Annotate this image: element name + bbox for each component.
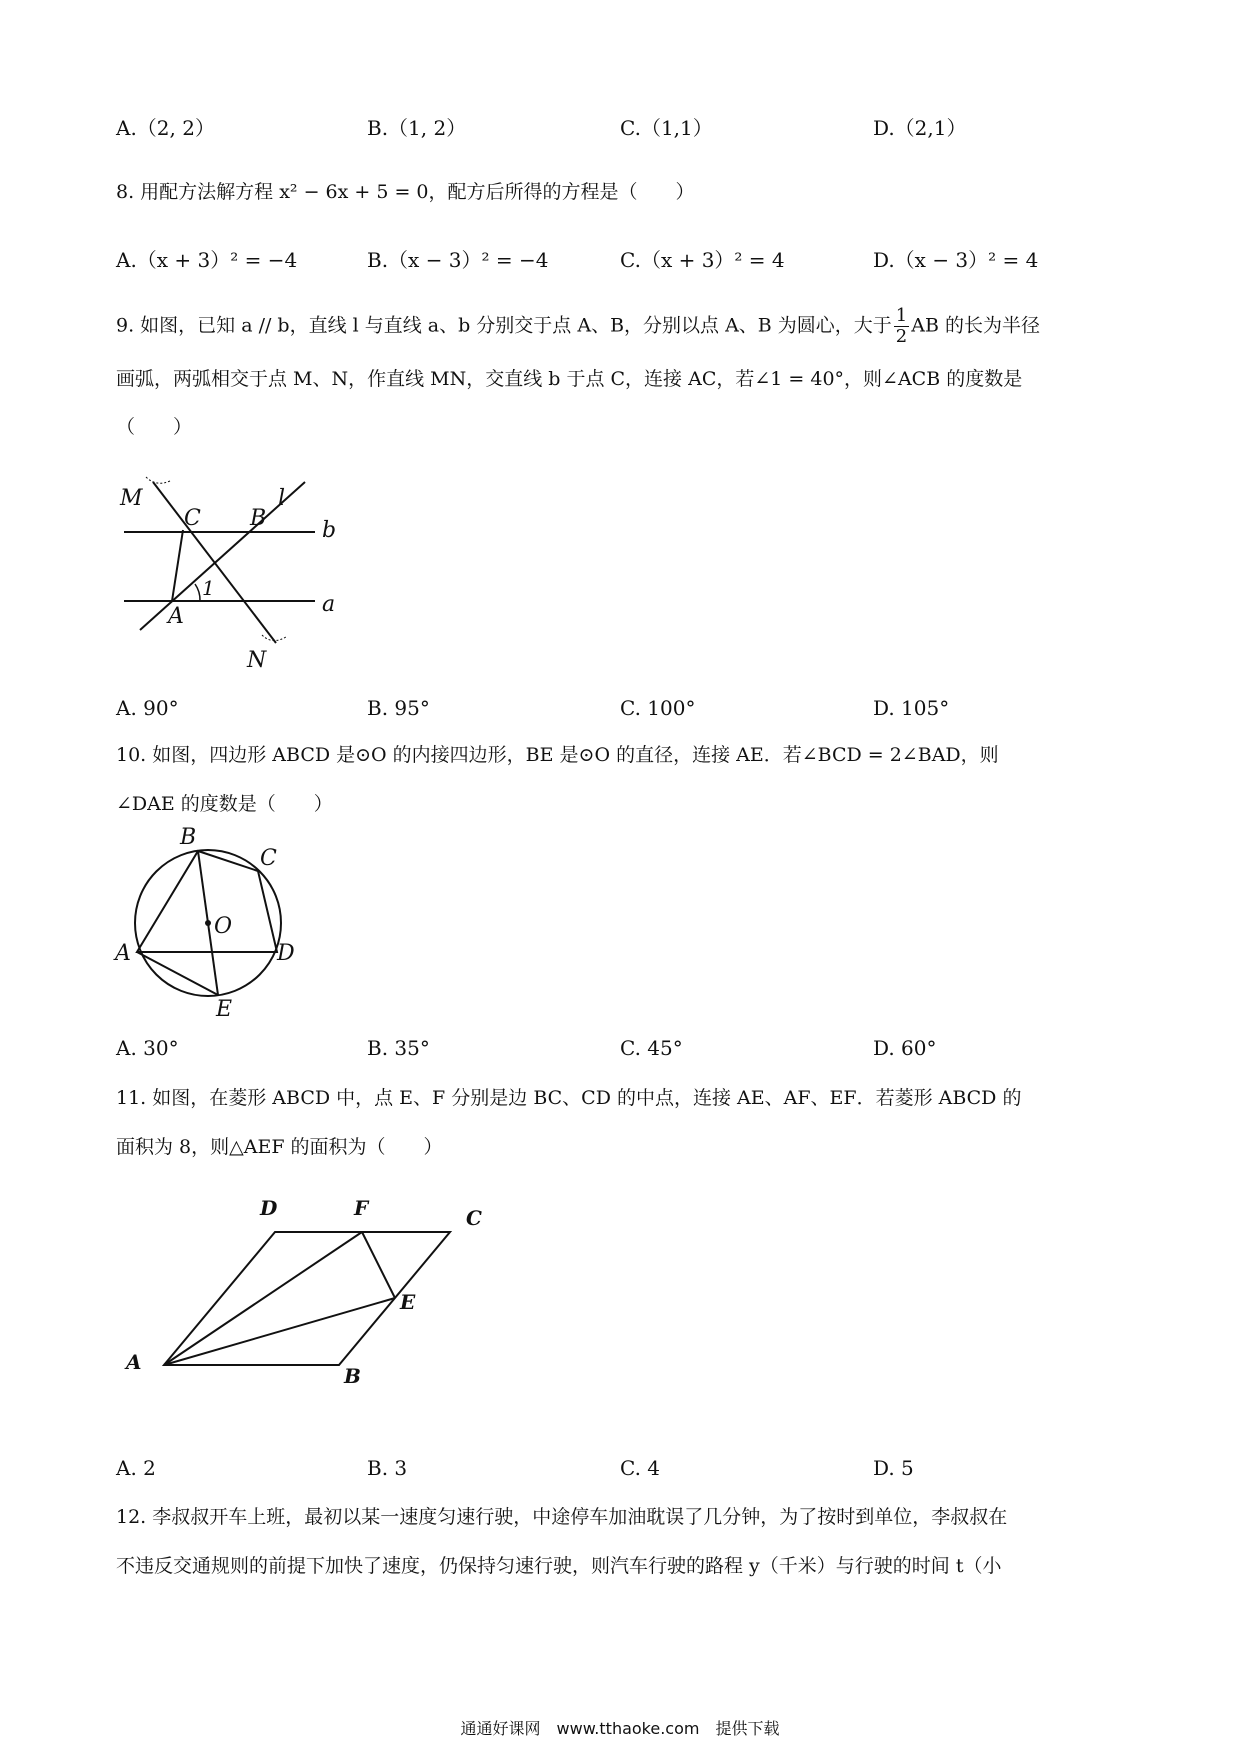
q8-stem: 8. 用配方法解方程 x² − 6x + 5 = 0，配方后所得的方程是（ ） xyxy=(116,181,695,203)
q8-option-d: D.（x − 3）² = 4 xyxy=(873,248,1039,272)
q9-fraction-numerator: 1 xyxy=(895,305,908,326)
q10-label-b: B xyxy=(180,825,197,850)
q8-option-a: A.（x + 3）² = −4 xyxy=(116,248,298,272)
q9-label-n: N xyxy=(247,648,267,673)
q11-option-b: B. 3 xyxy=(367,1456,408,1480)
q10-label-a: A xyxy=(115,941,131,966)
q10-label-d: D xyxy=(277,941,295,966)
q10-stem-line2: ∠DAE 的度数是（ ） xyxy=(116,793,333,815)
q9-angle-arc xyxy=(195,584,200,601)
q7-option-a: A.（2, 2） xyxy=(116,116,215,140)
q11-stem-line2: 面积为 8，则△AEF 的面积为（ ） xyxy=(116,1136,443,1158)
q11-option-d: D. 5 xyxy=(873,1456,914,1480)
q11-stem-line1: 11. 如图，在菱形 ABCD 中，点 E、F 分别是边 BC、CD 的中点，连接 AE、AF、EF．若菱形 ABCD 的 xyxy=(116,1087,1022,1109)
q9-figure xyxy=(110,475,360,675)
q10-center-dot xyxy=(205,920,211,926)
q9-stem-text-before: 9. 如图，已知 a // b，直线 l 与直线 a、b 分别交于点 A、B，分别以点 A、B 为圆心，大于 xyxy=(116,314,892,337)
q9-segment-ac xyxy=(172,530,183,601)
q7-option-c: C.（1,1） xyxy=(620,116,713,140)
q11-option-c: C. 4 xyxy=(620,1456,661,1480)
q9-stem-text-after: AB 的长为半径 xyxy=(911,314,1040,337)
q9-stem-line1 xyxy=(116,306,1136,347)
q11-options xyxy=(116,1456,1136,1486)
q10-option-b: B. 35° xyxy=(367,1036,430,1060)
q10-options xyxy=(116,1036,1136,1066)
q9-label-b-point: B xyxy=(250,506,267,531)
q9-label-angle1: 1 xyxy=(202,576,215,600)
q9-label-m: M xyxy=(120,486,143,511)
q11-label-d: D xyxy=(260,1196,278,1220)
q10-option-d: D. 60° xyxy=(873,1036,937,1060)
q11-label-b: B xyxy=(344,1364,361,1388)
q10-label-e: E xyxy=(216,997,233,1020)
q9-option-c: C. 100° xyxy=(620,696,696,720)
q7-options xyxy=(116,112,1136,142)
q10-option-a: A. 30° xyxy=(116,1036,179,1060)
page-footer: 通通好课网 www.tthaoke.com 提供下载 xyxy=(460,1719,780,1738)
q12-stem-line1: 12. 李叔叔开车上班，最初以某一速度匀速行驶，中途停车加油耽误了几分钟，为了按时到单位，李叔叔在 xyxy=(116,1506,1008,1528)
q8-options xyxy=(116,244,1136,274)
q12-stem-line2: 不违反交通规则的前提下加快了速度，仍保持匀速行驶，则汽车行驶的路程 y（千米）与行驶的时间 t（小 xyxy=(116,1555,1002,1577)
q9-option-d: D. 105° xyxy=(873,696,950,720)
q10-figure xyxy=(110,820,320,1020)
q11-segment-ef xyxy=(362,1232,395,1298)
q10-quadrilateral xyxy=(137,851,277,952)
q11-label-e: E xyxy=(400,1290,416,1314)
q9-option-a: A. 90° xyxy=(116,696,179,720)
q9-arc-mark-m xyxy=(146,477,170,483)
q9-option-b: B. 95° xyxy=(367,696,430,720)
q11-option-a: A. 2 xyxy=(116,1456,156,1480)
q8-option-b: B.（x − 3）² = −4 xyxy=(367,248,549,272)
q9-fraction xyxy=(894,306,909,347)
q8-option-c: C.（x + 3）² = 4 xyxy=(620,248,785,272)
q9-label-a-point: A xyxy=(168,604,184,629)
q10-option-c: C. 45° xyxy=(620,1036,683,1060)
q10-stem-line1: 10. 如图，四边形 ABCD 是⊙O 的内接四边形，BE 是⊙O 的直径，连接 AE．若∠BCD = 2∠BAD，则 xyxy=(116,744,999,766)
q11-label-f: F xyxy=(354,1196,369,1220)
q10-label-c: C xyxy=(260,846,277,871)
q11-segment-ae xyxy=(164,1298,395,1365)
q9-fraction-denominator: 2 xyxy=(895,326,908,347)
q9-label-c: C xyxy=(184,506,201,531)
q11-label-a: A xyxy=(126,1350,142,1374)
q9-label-line-a: a xyxy=(322,592,336,617)
q11-figure xyxy=(110,1185,490,1395)
q9-stem-line2: 画弧，两弧相交于点 M、N，作直线 MN，交直线 b 于点 C，连接 AC，若∠1 = 40°，则∠ACB 的度数是 xyxy=(116,368,1023,390)
q9-stem-line3: （ ） xyxy=(116,416,193,438)
q9-options xyxy=(116,696,1136,726)
q9-label-l: l xyxy=(278,486,286,511)
q11-label-c: C xyxy=(466,1206,482,1230)
q11-segment-af xyxy=(164,1232,362,1365)
q7-option-d: D.（2,1） xyxy=(873,116,967,140)
q10-label-o: O xyxy=(214,914,233,939)
q9-label-line-b: b xyxy=(322,518,337,543)
q7-option-b: B.（1, 2） xyxy=(367,116,467,140)
